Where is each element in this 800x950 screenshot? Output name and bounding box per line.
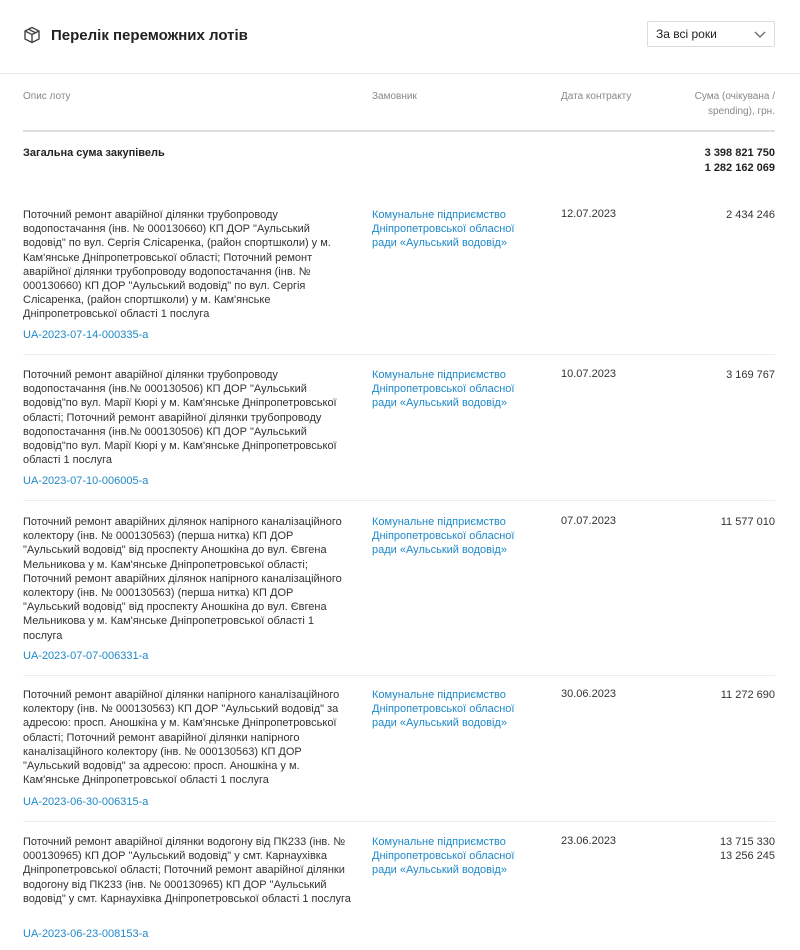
- column-header-description: Опис лоту: [23, 91, 71, 102]
- table-row: [23, 355, 775, 501]
- table-row: [23, 822, 775, 950]
- tender-id-link[interactable]: UA-2023-07-07-006331-a: [23, 650, 149, 662]
- lot-description: Поточний ремонт аварійної ділянки напірного каналізаційного колектору (інв. № 000130563) КП ДОР "Аульський водовід" за адресою: просп. Аношкіна у м. Кам'янське Дніпропетровської області; Поточний ремонт аварійної ділянки напірного каналізаційного колектору (інв. № 000130563) КП ДОР "Аульський водовід" за адресою: просп. Аношкіна у м. Кам'янське Дніпропетровської області 1 послуга: [23, 689, 340, 787]
- column-header-amount: [675, 89, 775, 119]
- lot-amount: [720, 835, 775, 863]
- lot-amount-expected: 11 272 690: [720, 689, 775, 701]
- table-header: [23, 74, 775, 132]
- lot-amount-expected: 3 169 767: [726, 369, 775, 381]
- lot-amount-expected: 11 577 010: [720, 516, 775, 528]
- customer-link[interactable]: Комунальне підприємство Дніпропетровської обласної ради «Аульський водовід»: [372, 209, 515, 250]
- total-values: [705, 146, 775, 176]
- total-spending: 1 282 162 069: [704, 162, 775, 174]
- column-header-customer: Замовник: [372, 91, 417, 102]
- lot-amount: [726, 368, 775, 382]
- column-header-amount-line2: spending), грн.: [708, 106, 775, 117]
- contract-date: 10.07.2023: [561, 368, 617, 380]
- customer-link[interactable]: Комунальне підприємство Дніпропетровської обласної ради «Аульський водовід»: [372, 516, 515, 557]
- tender-id-link[interactable]: UA-2023-06-23-008153-a: [23, 928, 149, 940]
- customer-link[interactable]: Комунальне підприємство Дніпропетровської обласної ради «Аульський водовід»: [372, 836, 515, 877]
- chevron-down-icon: [754, 29, 766, 39]
- contract-date: 12.07.2023: [561, 208, 617, 220]
- tender-id-link[interactable]: UA-2023-06-30-006315-a: [23, 796, 149, 808]
- contract-date: 30.06.2023: [561, 688, 617, 700]
- contract-date: 07.07.2023: [561, 515, 617, 527]
- total-expected: 3 398 821 750: [704, 147, 775, 159]
- table-row: [23, 194, 775, 355]
- lot-description: Поточний ремонт аварійної ділянки трубопроводу водопостачання (інв. № 000130660) КП ДОР "Аульський водовід" по вул. Сергія Слісаренка, (район спортшколи) у м. Кам'янське Дніпропетровської області; Поточний ремонт аварійної ділянки трубопроводу водопостачання (інв. № 000130660) КП ДОР "Аульський водовід" по вул. Сергія Слісаренка, (район спортшколи) у м. Кам'янське Дніпропетровської області 1 послуга: [23, 209, 331, 321]
- column-header-date: Дата контракту: [561, 91, 632, 102]
- contract-date: 23.06.2023: [561, 835, 617, 847]
- lot-amount: [726, 208, 775, 222]
- page-header: [0, 0, 800, 74]
- lot-amount: [721, 515, 775, 529]
- table-row: [23, 676, 775, 822]
- lot-amount-spending: 13 256 245: [719, 850, 775, 862]
- tender-id-link[interactable]: UA-2023-07-10-006005-a: [23, 475, 149, 487]
- lot-description: Поточний ремонт аварійних ділянок напірного каналізаційного колектору (інв. № 000130563) (перша нитка) КП ДОР "Аульський водовід" від проспекту Аношкіна до вул. Євгена Мельникова у м. Кам'янське Дніпропетровської області; Поточний ремонт аварійних ділянок напірного каналізаційного колектору (інв. № 000130563) (перша нитка) КП ДОР "Аульський водовід" від проспекту Аношкіна до вул. Євгена Мельникова у м. Кам'янське Дніпропетровської області 1 послуга: [23, 516, 342, 642]
- customer-link[interactable]: Комунальне підприємство Дніпропетровської обласної ради «Аульський водовід»: [372, 689, 515, 730]
- year-filter-select[interactable]: [647, 21, 775, 47]
- lot-amount-expected: 13 715 330: [719, 836, 775, 848]
- lot-amount: [721, 688, 775, 702]
- lot-description: Поточний ремонт аварійної ділянки трубопроводу водопостачання (інв.№ 000130506) КП ДОР "Аульський водовід"по вул. Марії Кюрі у м. Кам'янське Дніпропетровської області; Поточний ремонт аварійної ділянки трубопроводу водопостачання (інв.№ 000130506) КП ДОР "Аульський водовід"по вул. Марії Кюрі у м. Кам'янське Дніпропетровської області 1 послуга: [23, 369, 337, 467]
- customer-link[interactable]: Комунальне підприємство Дніпропетровської обласної ради «Аульський водовід»: [372, 369, 515, 410]
- lot-description: Поточний ремонт аварійної ділянки водогону від ПК233 (інв. № 000130965) КП ДОР "Аульський водовід" у смт. Карнаухівка Дніпропетровської області; Поточний ремонт аварійної ділянки водогону від ПК233 (інв. № 000130965) КП ДОР "Аульський водовід" у смт. Карнаухівка Дніпропетровської області 1 послуга: [23, 836, 351, 905]
- table-row: [23, 501, 775, 676]
- tender-id-link[interactable]: UA-2023-07-14-000335-a: [23, 329, 149, 341]
- total-row: [23, 132, 775, 194]
- lot-amount-expected: 2 434 246: [726, 209, 775, 221]
- page-title: Перелік переможних лотів: [51, 27, 248, 44]
- year-filter-value: За всі роки: [656, 27, 717, 41]
- box-icon: [23, 26, 41, 44]
- total-label: Загальна сума закупівель: [23, 147, 165, 159]
- column-header-amount-line1: Сума (очікувана /: [694, 91, 775, 102]
